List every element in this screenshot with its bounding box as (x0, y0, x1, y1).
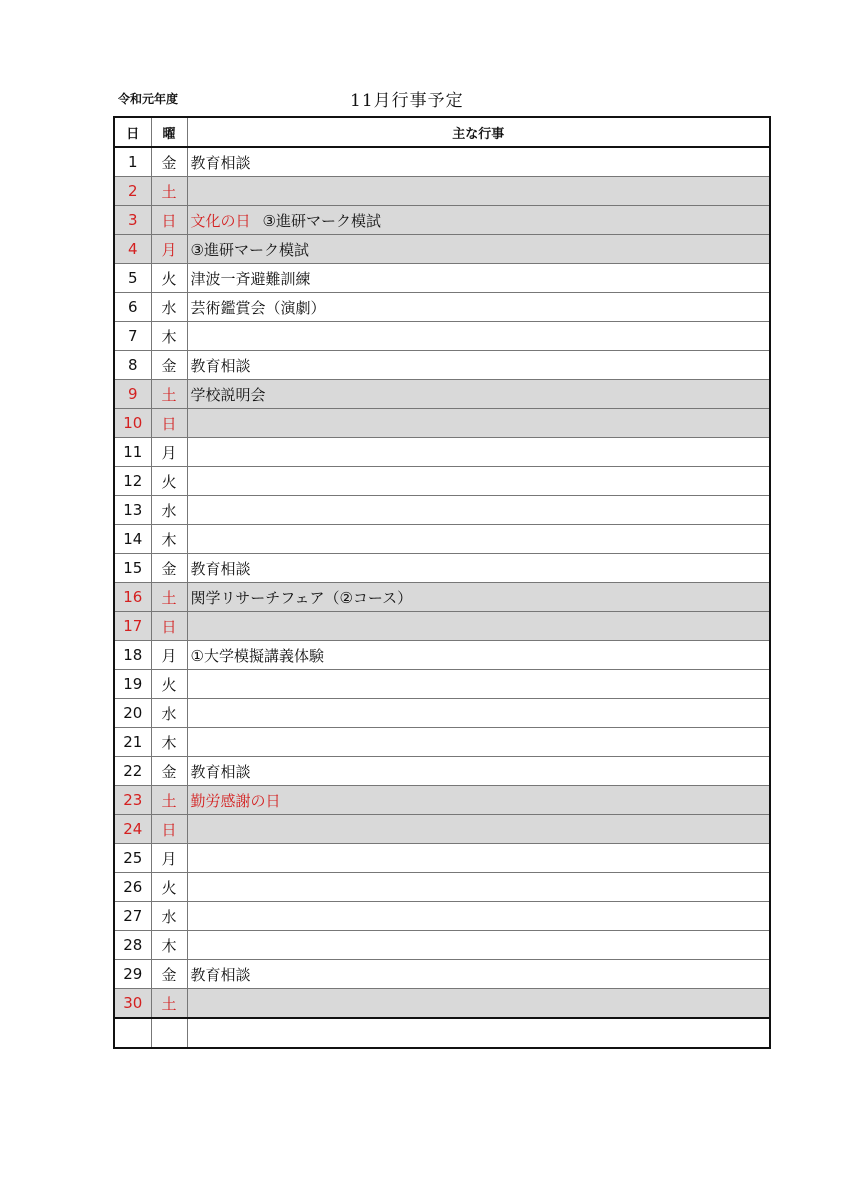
weekday-label: 土 (151, 786, 187, 815)
day-number: 18 (114, 641, 151, 670)
weekday-label: 金 (151, 554, 187, 583)
day-number: 26 (114, 873, 151, 902)
weekday-label: 日 (151, 409, 187, 438)
event-cell (187, 583, 770, 612)
table-row (114, 931, 770, 960)
weekday-label: 火 (151, 873, 187, 902)
table-row (114, 380, 770, 409)
event-cell (187, 235, 770, 264)
day-number: 10 (114, 409, 151, 438)
weekday-label: 日 (151, 206, 187, 235)
day-number: 15 (114, 554, 151, 583)
weekday-label: 日 (151, 815, 187, 844)
event-cell (187, 641, 770, 670)
event-text: 教育相談 (190, 356, 251, 375)
day-number: 23 (114, 786, 151, 815)
table-row (114, 583, 770, 612)
table-row (114, 206, 770, 235)
page-title: 11月行事予定 (350, 91, 464, 111)
table-row (114, 554, 770, 583)
event-text: 教育相談 (190, 965, 251, 984)
weekday-label: 月 (151, 641, 187, 670)
table-row (114, 786, 770, 815)
event-cell (187, 699, 770, 728)
table-row (114, 438, 770, 467)
day-number: 21 (114, 728, 151, 757)
fiscal-year-label: 令和元年度 (118, 92, 179, 106)
day-number: 17 (114, 612, 151, 641)
table-row (114, 322, 770, 351)
event-text: 関学リサーチフェア（②コース） (190, 588, 413, 607)
event-cell (187, 554, 770, 583)
event-text: 学校説明会 (190, 385, 266, 404)
day-number: 16 (114, 583, 151, 612)
table-row (114, 873, 770, 902)
table-row (114, 235, 770, 264)
table-row (114, 264, 770, 293)
table-row (114, 351, 770, 380)
blank-cell (114, 1018, 151, 1048)
event-text: ①大学模擬講義体験 (190, 646, 324, 665)
weekday-label: 水 (151, 293, 187, 322)
weekday-label: 土 (151, 177, 187, 206)
table-row (114, 815, 770, 844)
event-cell (187, 844, 770, 873)
day-number: 2 (114, 177, 151, 206)
table-row (114, 728, 770, 757)
day-number: 11 (114, 438, 151, 467)
blank-cell (187, 1018, 770, 1048)
table-row (114, 177, 770, 206)
day-number: 22 (114, 757, 151, 786)
event-cell (187, 815, 770, 844)
weekday-label: 月 (151, 235, 187, 264)
day-number: 3 (114, 206, 151, 235)
event-text: 勤労感謝の日 (190, 791, 281, 810)
weekday-label: 木 (151, 931, 187, 960)
day-number: 4 (114, 235, 151, 264)
weekday-label: 水 (151, 699, 187, 728)
table-row (114, 670, 770, 699)
event-cell (187, 960, 770, 989)
day-number: 28 (114, 931, 151, 960)
day-number: 20 (114, 699, 151, 728)
day-number: 19 (114, 670, 151, 699)
table-row (114, 641, 770, 670)
table-row (114, 147, 770, 177)
table-row (114, 989, 770, 1019)
event-cell (187, 293, 770, 322)
table-row (114, 699, 770, 728)
blank-cell (151, 1018, 187, 1048)
event-text: 教育相談 (190, 559, 251, 578)
event-calendar-table (113, 116, 771, 1049)
day-number: 9 (114, 380, 151, 409)
weekday-label: 土 (151, 989, 187, 1019)
table-row (114, 293, 770, 322)
weekday-label: 金 (151, 960, 187, 989)
column-header-day: 日 (114, 117, 151, 147)
event-cell (187, 728, 770, 757)
event-cell (187, 902, 770, 931)
weekday-label: 木 (151, 525, 187, 554)
event-cell (187, 438, 770, 467)
day-number: 30 (114, 989, 151, 1019)
day-number: 6 (114, 293, 151, 322)
weekday-label: 水 (151, 496, 187, 525)
column-header-weekday: 曜 (151, 117, 187, 147)
event-cell (187, 873, 770, 902)
event-cell (187, 786, 770, 815)
weekday-label: 金 (151, 351, 187, 380)
table-header-row (114, 117, 770, 147)
table-row (114, 409, 770, 438)
event-cell (187, 931, 770, 960)
event-cell (187, 351, 770, 380)
event-cell (187, 467, 770, 496)
event-text: 教育相談 (190, 153, 251, 172)
event-cell (187, 147, 770, 177)
event-cell (187, 757, 770, 786)
day-number: 7 (114, 322, 151, 351)
weekday-label: 月 (151, 844, 187, 873)
weekday-label: 日 (151, 612, 187, 641)
weekday-label: 木 (151, 322, 187, 351)
event-cell (187, 264, 770, 293)
day-number: 1 (114, 147, 151, 177)
weekday-label: 金 (151, 147, 187, 177)
event-cell (187, 612, 770, 641)
table-row (114, 496, 770, 525)
weekday-label: 火 (151, 264, 187, 293)
event-cell (187, 322, 770, 351)
event-cell (187, 525, 770, 554)
event-cell (187, 670, 770, 699)
event-text: ③進研マーク模試 (190, 240, 309, 259)
table-row (114, 960, 770, 989)
table-row (114, 757, 770, 786)
table-row (114, 844, 770, 873)
event-cell (187, 177, 770, 206)
event-cell (187, 380, 770, 409)
table-row (114, 467, 770, 496)
weekday-label: 月 (151, 438, 187, 467)
day-number: 14 (114, 525, 151, 554)
event-cell (187, 409, 770, 438)
event-cell (187, 496, 770, 525)
weekday-label: 金 (151, 757, 187, 786)
weekday-label: 火 (151, 670, 187, 699)
weekday-label: 木 (151, 728, 187, 757)
day-number: 12 (114, 467, 151, 496)
weekday-label: 水 (151, 902, 187, 931)
event-text: 文化の日 (190, 211, 251, 230)
day-number: 29 (114, 960, 151, 989)
event-cell (187, 989, 770, 1019)
day-number: 13 (114, 496, 151, 525)
event-text: 芸術鑑賞会（演劇） (190, 298, 326, 317)
day-number: 5 (114, 264, 151, 293)
event-cell (187, 206, 770, 235)
event-text: ③進研マーク模試 (262, 211, 381, 230)
table-row (114, 902, 770, 931)
event-text: 教育相談 (190, 762, 251, 781)
weekday-label: 土 (151, 583, 187, 612)
table-row (114, 612, 770, 641)
day-number: 8 (114, 351, 151, 380)
weekday-label: 土 (151, 380, 187, 409)
event-text: 津波一斉避難訓練 (190, 269, 311, 288)
calendar-body (114, 147, 770, 1048)
table-row (114, 525, 770, 554)
day-number: 25 (114, 844, 151, 873)
blank-row (114, 1018, 770, 1048)
column-header-events: 主な行事 (187, 117, 770, 147)
day-number: 27 (114, 902, 151, 931)
weekday-label: 火 (151, 467, 187, 496)
day-number: 24 (114, 815, 151, 844)
